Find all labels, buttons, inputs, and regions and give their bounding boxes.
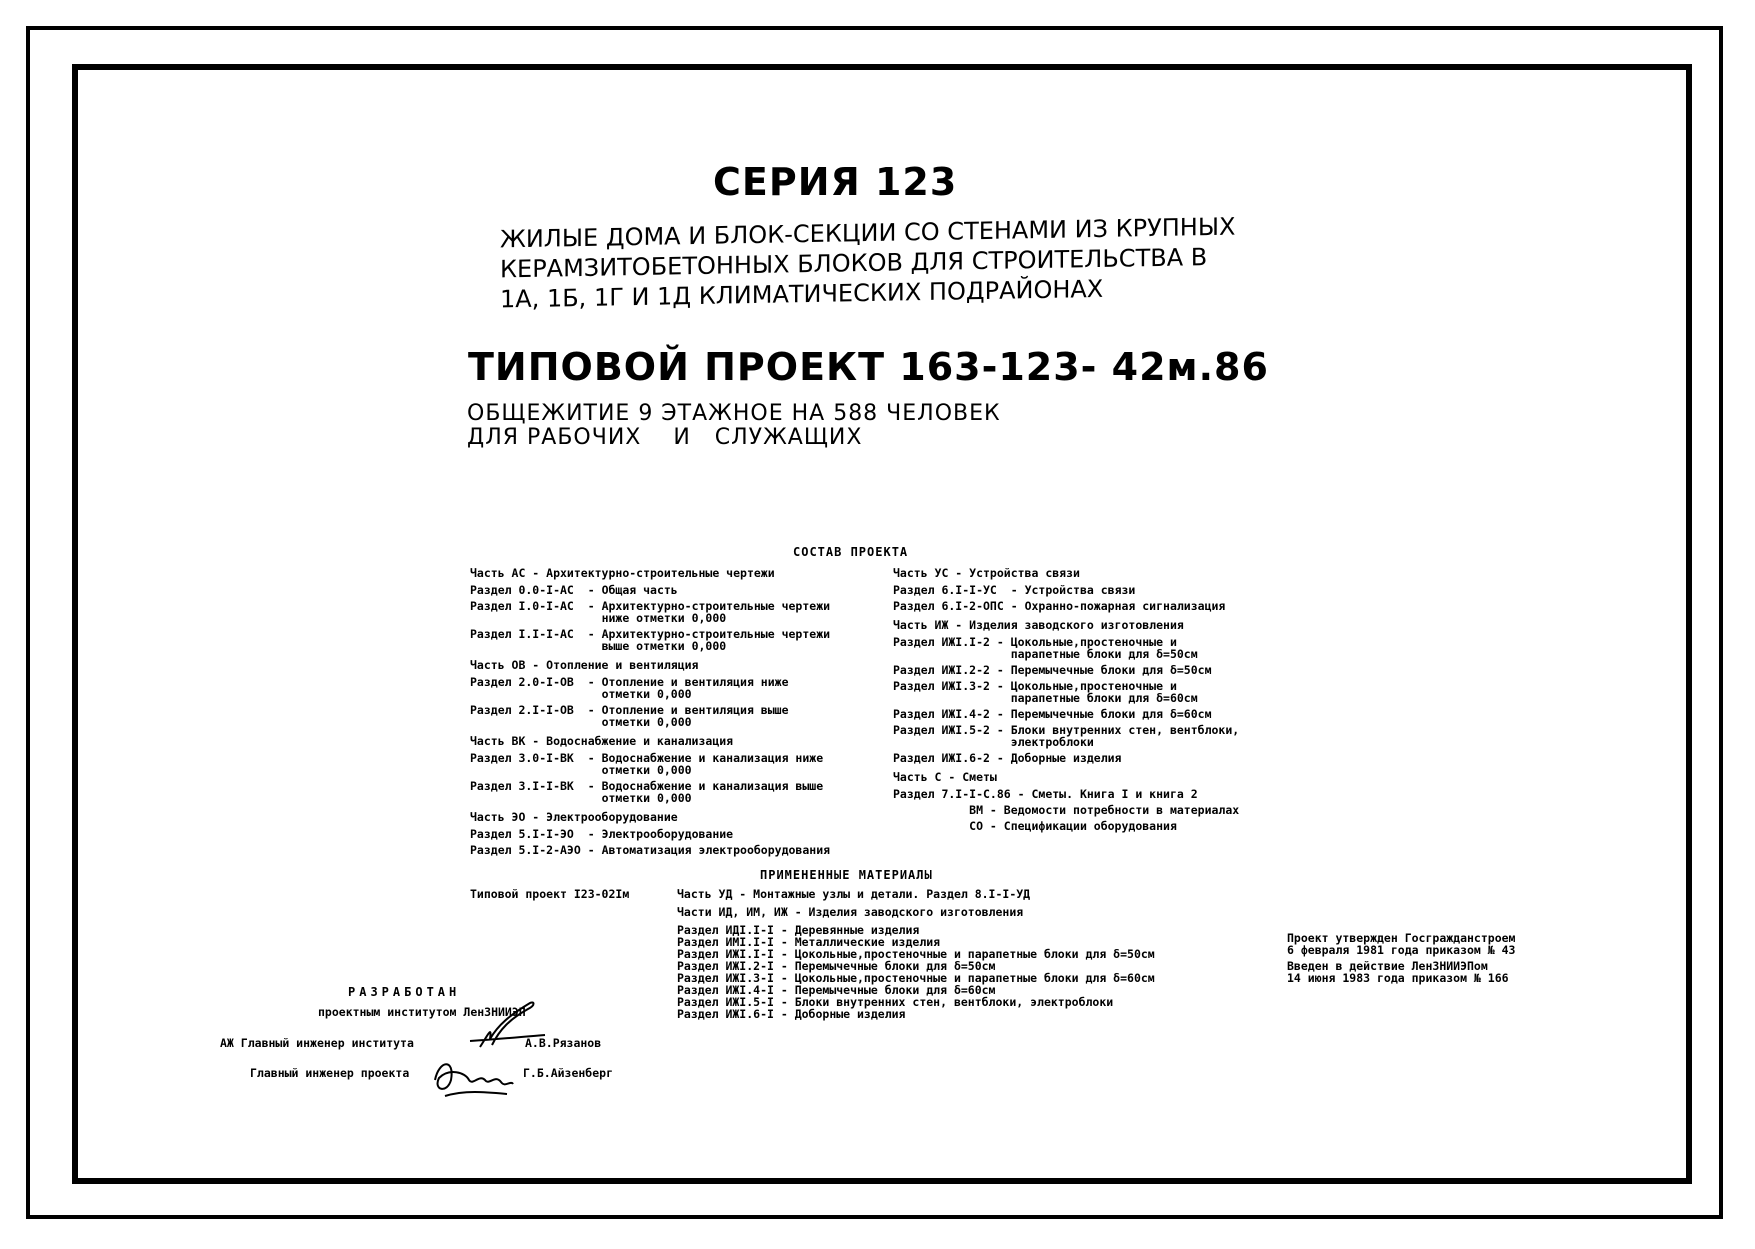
section-code: Раздел 7.I-I-С.86 - xyxy=(893,787,1032,801)
series-description-line: ЖИЛЫЕ ДОМА И БЛОК-СЕКЦИИ СО СТЕНАМИ ИЗ КРУПНЫХ xyxy=(500,212,1236,254)
section-code: СО - xyxy=(893,819,1004,833)
section-code: Раздел 6.I-2-ОПС - xyxy=(893,599,1025,613)
section-title: Блоки внутренних стен, вентблоки, xyxy=(1010,723,1240,737)
section-code: Раздел 2.I-I-ОВ - xyxy=(470,703,602,717)
composition-part: Часть УС - Устройства связи xyxy=(893,566,1080,580)
section-title: отметки 0,000 xyxy=(601,687,692,701)
composition-item xyxy=(470,584,830,596)
applied-line: Раздел ИЖI.2-I - Перемычечные блоки для δ=50см xyxy=(677,959,996,973)
composition-item xyxy=(470,676,830,700)
section-title: электроблоки xyxy=(1010,735,1094,749)
chief-project-label: Главный инженер проекта xyxy=(250,1066,410,1080)
applied-heading: ПРИМЕНЕННЫЕ МАТЕРИАЛЫ xyxy=(760,868,933,882)
section-title: Электрооборудование xyxy=(601,827,734,841)
section-code: Раздел 6.I-I-УС - xyxy=(893,583,1025,597)
section-title: Цокольные,простеночные и xyxy=(1010,679,1177,693)
composition-right-column xyxy=(893,567,1239,839)
section-code: Раздел I.I-I-АС - xyxy=(470,627,602,641)
applied-line: Раздел ИЖI.I-I - Цокольные,простеночные и парапетные блоки для δ=50см xyxy=(677,947,1155,961)
section-code: Раздел 3.0-I-ВК - xyxy=(470,751,602,765)
section-title: Перемычечные блоки для δ=50см xyxy=(1010,663,1212,677)
section-code: Раздел 0.0-I-АС - xyxy=(470,583,602,597)
composition-part: Часть ИЖ - Изделия заводского изготовления xyxy=(893,618,1184,632)
composition-item xyxy=(893,600,1239,612)
signature-institute xyxy=(440,995,550,1055)
section-title: Водоснабжение и канализация ниже xyxy=(601,751,824,765)
developed-heading: РАЗРАБОТАН xyxy=(348,985,461,999)
composition-item xyxy=(893,724,1239,748)
composition-item xyxy=(470,828,830,840)
series-description-line: КЕРАМЗИТОБЕТОННЫХ БЛОКОВ ДЛЯ СТРОИТЕЛЬСТВА В xyxy=(500,243,1208,284)
section-code: Раздел 2.0-I-ОВ - xyxy=(470,675,602,689)
applied-line: Части ИД, ИМ, ИЖ - Изделия заводского изготовления xyxy=(677,905,1024,919)
composition-part: Часть С - Сметы xyxy=(893,770,997,784)
section-title: Отопление и вентиляция выше xyxy=(601,703,789,717)
approval-line: 14 июня 1983 года приказом № 166 xyxy=(1287,971,1509,985)
composition-item xyxy=(893,584,1239,596)
composition-part: Часть ОВ - Отопление и вентиляция xyxy=(470,658,699,672)
section-title: Ведомости потребности в материалах xyxy=(1003,803,1240,817)
composition-item xyxy=(470,704,830,728)
composition-item xyxy=(893,820,1239,832)
composition-part: Часть АС - Архитектурно-строительные чертежи xyxy=(470,566,775,580)
section-title: отметки 0,000 xyxy=(601,715,692,729)
signature-project xyxy=(425,1050,515,1100)
section-title: Устройства связи xyxy=(1024,583,1136,597)
composition-item xyxy=(470,780,830,804)
applied-line: Часть УД - Монтажные узлы и детали. Раздел 8.I-I-УД xyxy=(677,887,1031,901)
section-title: Автоматизация электрооборудования xyxy=(601,843,831,857)
developed-by: проектным институтом ЛенЗНИИЭП xyxy=(318,1005,526,1019)
composition-part: Часть ВК - Водоснабжение и канализация xyxy=(470,734,734,748)
chief-institute-label-text: Главный инженер института xyxy=(240,1036,414,1050)
section-title: ниже отметки 0,000 xyxy=(601,611,727,625)
section-code: Раздел ИЖI.2-2 - xyxy=(893,663,1011,677)
applied-line: Раздел ИЖI.5-I - Блоки внутренних стен, вентблоки, электроблоки xyxy=(677,995,1114,1009)
section-title: Охранно-пожарная сигнализация xyxy=(1024,599,1226,613)
composition-item xyxy=(893,664,1239,676)
section-code: Раздел 3.I-I-ВК - xyxy=(470,779,602,793)
composition-item xyxy=(470,844,830,856)
composition-item xyxy=(893,804,1239,816)
section-title: Водоснабжение и канализация выше xyxy=(601,779,824,793)
composition-item xyxy=(470,600,830,624)
composition-item xyxy=(893,752,1239,764)
project-subtitle xyxy=(467,402,1001,450)
composition-part: Часть ЭО - Электрооборудование xyxy=(470,810,678,824)
section-title: Общая часть xyxy=(601,583,678,597)
applied-line: Раздел ИЖI.3-I - Цокольные,простеночные и парапетные блоки для δ=60см xyxy=(677,971,1155,985)
composition-item xyxy=(470,752,830,776)
composition-item xyxy=(893,708,1239,720)
approval-block xyxy=(1287,932,1515,984)
section-code: Раздел 5.I-I-ЭО - xyxy=(470,827,602,841)
chief-institute-label xyxy=(220,1036,414,1050)
composition-left-column xyxy=(470,567,830,863)
chief-institute-name: А.В.Рязанов xyxy=(525,1036,602,1050)
section-title: Отопление и вентиляция ниже xyxy=(601,675,789,689)
composition-item xyxy=(470,628,830,652)
section-title: Сметы. Книга I и книга 2 xyxy=(1031,787,1198,801)
section-code: Раздел ИЖI.3-2 - xyxy=(893,679,1011,693)
section-title: Архитектурно-строительные чертежи xyxy=(601,627,831,641)
section-title: Архитектурно-строительные чертежи xyxy=(601,599,831,613)
section-code: Раздел ИЖI.4-2 - xyxy=(893,707,1011,721)
section-code: Раздел ИЖI.5-2 - xyxy=(893,723,1011,737)
section-title: Цокольные,простеночные и xyxy=(1010,635,1177,649)
section-code: Раздел ИЖI.I-2 - xyxy=(893,635,1011,649)
applied-list xyxy=(677,888,1155,1020)
section-title: выше отметки 0,000 xyxy=(601,639,727,653)
section-title: Спецификации оборудования xyxy=(1003,819,1177,833)
initial-mark: АЖ xyxy=(220,1036,234,1050)
chief-project-name: Г.Б.Айзенберг xyxy=(523,1066,614,1080)
section-title: отметки 0,000 xyxy=(601,763,692,777)
section-title: Доборные изделия xyxy=(1010,751,1122,765)
section-title: Перемычечные блоки для δ=60см xyxy=(1010,707,1212,721)
section-code: Раздел I.0-I-АС - xyxy=(470,599,602,613)
section-code: ВМ - xyxy=(893,803,1004,817)
section-title: парапетные блоки для δ=60см xyxy=(1010,691,1198,705)
project-subtitle-line: ДЛЯ РАБОЧИХ И СЛУЖАЩИХ xyxy=(467,425,863,450)
approval-line: 6 февраля 1981 года приказом № 43 xyxy=(1287,943,1516,957)
project-subtitle-line: ОБЩЕЖИТИЕ 9 ЭТАЖНОЕ НА 588 ЧЕЛОВЕК xyxy=(467,401,1001,426)
composition-heading: СОСТАВ ПРОЕКТА xyxy=(793,545,909,559)
section-title: отметки 0,000 xyxy=(601,791,692,805)
applied-line: Раздел ИДI.I-I - Деревянные изделия xyxy=(677,923,920,937)
applied-line: Раздел ИЖI.4-I - Перемычечные блоки для δ=60см xyxy=(677,983,996,997)
section-title: парапетные блоки для δ=50см xyxy=(1010,647,1198,661)
applied-line: Раздел ИМI.I-I - Металлические изделия xyxy=(677,935,941,949)
project-title: ТИПОВОЙ ПРОЕКТ 163-123- 42м.86 xyxy=(468,345,1269,389)
series-title: СЕРИЯ 123 xyxy=(713,160,958,204)
composition-item xyxy=(893,680,1239,704)
approval-line: Введен в действие ЛенЗНИИЭПом xyxy=(1287,959,1488,973)
series-description-line: 1А, 1Б, 1Г И 1Д КЛИМАТИЧЕСКИХ ПОДРАЙОНАХ xyxy=(500,274,1104,314)
section-code: Раздел 5.I-2-АЭО - xyxy=(470,843,602,857)
composition-item xyxy=(893,788,1239,800)
applied-project-ref: Типовой проект I23-02Iм xyxy=(470,887,630,901)
section-code: Раздел ИЖI.6-2 - xyxy=(893,751,1011,765)
approval-line: Проект утвержден Госгражданстроем xyxy=(1287,931,1516,945)
composition-item xyxy=(893,636,1239,660)
applied-line: Раздел ИЖI.6-I - Доборные изделия xyxy=(677,1007,906,1021)
series-description xyxy=(500,212,1235,315)
